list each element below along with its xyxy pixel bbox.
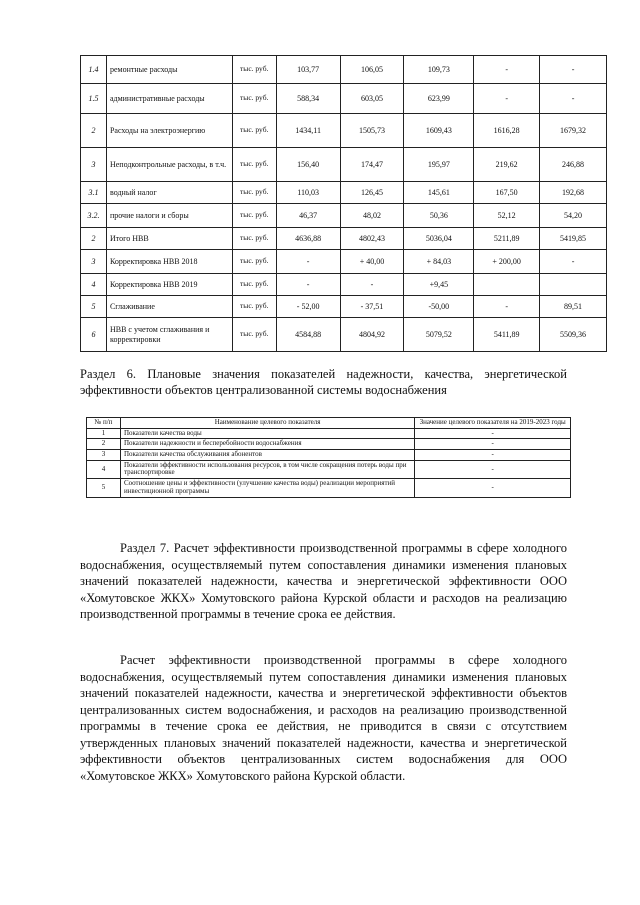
table-row [81, 228, 607, 250]
value-cell: 48,02 [340, 204, 404, 228]
value-cell: 1434,11 [276, 114, 340, 148]
row-number: 5 [87, 479, 121, 497]
section6-heading: Раздел 6. Плановые значения показателей надежности, качества, энергетической эффективности объектов централизованной системы водоснабжения [80, 367, 567, 397]
table-row [81, 274, 607, 296]
value-cell: + 40,00 [340, 250, 404, 274]
costs-table [80, 55, 607, 352]
value-cell: 110,03 [276, 182, 340, 204]
value-cell: 195,97 [404, 148, 474, 182]
value-cell: 588,34 [276, 84, 340, 114]
row-number: 1.4 [81, 56, 107, 84]
value-cell: 5036,04 [404, 228, 474, 250]
value-cell [474, 274, 540, 296]
value-cell: 603,05 [340, 84, 404, 114]
table-row [81, 148, 607, 182]
row-number: 4 [87, 460, 121, 478]
value-cell: 174,47 [340, 148, 404, 182]
value-cell: - [276, 250, 340, 274]
row-name: водный налог [106, 182, 232, 204]
row-name: Корректировка НВВ 2019 [106, 274, 232, 296]
value-cell: 1616,28 [474, 114, 540, 148]
value-cell: 1679,32 [540, 114, 607, 148]
row-unit: тыс. руб. [232, 56, 276, 84]
value-cell: 1609,43 [404, 114, 474, 148]
row-number: 3 [81, 148, 107, 182]
row-name: Итого НВВ [106, 228, 232, 250]
value-cell: 5079,52 [404, 318, 474, 352]
table-row [81, 318, 607, 352]
value-cell: 5211,89 [474, 228, 540, 250]
table-row [87, 439, 571, 450]
value-cell: + 200,00 [474, 250, 540, 274]
value-cell: 106,05 [340, 56, 404, 84]
value-cell [540, 274, 607, 296]
value-cell: +9,45 [404, 274, 474, 296]
value-cell: 52,12 [474, 204, 540, 228]
row-value: - [415, 479, 571, 497]
row-number: 6 [81, 318, 107, 352]
value-cell: 156,40 [276, 148, 340, 182]
row-number: 3 [87, 450, 121, 461]
value-cell: 623,99 [404, 84, 474, 114]
row-name: административные расходы [106, 84, 232, 114]
row-number: 1.5 [81, 84, 107, 114]
row-number: 1 [87, 428, 121, 439]
value-cell: 192,68 [540, 182, 607, 204]
value-cell: 50,36 [404, 204, 474, 228]
row-name: Показатели качества обслуживания абонентов [120, 450, 414, 461]
value-cell: - [474, 84, 540, 114]
value-cell: 46,37 [276, 204, 340, 228]
table-row [81, 296, 607, 318]
section7-paragraph: Раздел 7. Расчет эффективности производственной программы в сфере холодного водоснабжения, осуществляемый путем сопоставления динамики изменения плановых значений показателей надежности, качества и энергетической эффективности ООО «Хомутовское ЖКХ» Хомутовского района Курской области и расходов на реализацию производственной программы в течение срока ее действия. [80, 541, 567, 621]
value-cell: - [540, 84, 607, 114]
row-unit: тыс. руб. [232, 296, 276, 318]
value-cell: 103,77 [276, 56, 340, 84]
row-number: 2 [81, 114, 107, 148]
row-number: 3 [81, 250, 107, 274]
table-row [81, 250, 607, 274]
row-value: - [415, 450, 571, 461]
row-name: Показатели эффективности использования ресурсов, в том числе сокращения потерь воды при транспортировке [120, 460, 414, 478]
row-name: Соотношение цены и эффективности (улучшение качества воды) реализации мероприятий инвестиционной программы [120, 479, 414, 497]
value-cell: 89,51 [540, 296, 607, 318]
row-name: Показатели качества воды [120, 428, 414, 439]
value-cell: 4802,43 [340, 228, 404, 250]
row-value: - [415, 460, 571, 478]
value-cell: - 52,00 [276, 296, 340, 318]
value-cell: 1505,73 [340, 114, 404, 148]
table-row [87, 450, 571, 461]
table-row [81, 204, 607, 228]
value-cell: 167,50 [474, 182, 540, 204]
row-number: 2 [81, 228, 107, 250]
row-number: 4 [81, 274, 107, 296]
row-name: ремонтные расходы [106, 56, 232, 84]
row-name: НВВ с учетом сглаживания и корректировки [106, 318, 232, 352]
table-row [87, 460, 571, 478]
value-cell: - [540, 250, 607, 274]
row-name: Неподконтрольные расходы, в т.ч. [106, 148, 232, 182]
row-number: 3.2. [81, 204, 107, 228]
row-name: Расходы на электроэнергию [106, 114, 232, 148]
row-unit: тыс. руб. [232, 148, 276, 182]
row-unit: тыс. руб. [232, 250, 276, 274]
row-name: прочие налоги и сборы [106, 204, 232, 228]
value-cell: + 84,03 [404, 250, 474, 274]
targets-table [86, 417, 571, 498]
value-cell: 5509,36 [540, 318, 607, 352]
row-number: 2 [87, 439, 121, 450]
row-unit: тыс. руб. [232, 318, 276, 352]
row-number: 5 [81, 296, 107, 318]
value-cell: - [276, 274, 340, 296]
value-cell: 4804,92 [340, 318, 404, 352]
value-cell: - [340, 274, 404, 296]
header-name: Наименование целевого показателя [120, 418, 414, 429]
row-number: 3.1 [81, 182, 107, 204]
value-cell: 4584,88 [276, 318, 340, 352]
row-name: Корректировка НВВ 2018 [106, 250, 232, 274]
value-cell: - [474, 56, 540, 84]
row-name: Сглаживание [106, 296, 232, 318]
table-row [81, 56, 607, 84]
table-row [81, 84, 607, 114]
value-cell: 5419,85 [540, 228, 607, 250]
row-unit: тыс. руб. [232, 274, 276, 296]
value-cell: - [474, 296, 540, 318]
row-unit: тыс. руб. [232, 228, 276, 250]
value-cell: 54,20 [540, 204, 607, 228]
value-cell: - 37,51 [340, 296, 404, 318]
value-cell: 219,62 [474, 148, 540, 182]
row-unit: тыс. руб. [232, 114, 276, 148]
row-value: - [415, 439, 571, 450]
header-value: Значение целевого показателя на 2019-2023 годы [415, 418, 571, 429]
value-cell: -50,00 [404, 296, 474, 318]
value-cell: 4636,88 [276, 228, 340, 250]
value-cell: 5411,89 [474, 318, 540, 352]
row-unit: тыс. руб. [232, 204, 276, 228]
conclusion-paragraph: Расчет эффективности производственной программы в сфере холодного водоснабжения, осуществляемый путем сопоставления динамики изменения плановых значений показателей надежности, качества и энергетической эффективности объектов централизованных систем водоснабжения, и расходов на реализацию производственной программы в течение срока ее действия, не приводится в связи с отсутствием утвержденных плановых значений показателей надежности, качества и энергетической эффективности объектов централизованных систем водоснабжения для ООО «Хомутовское ЖКХ» Хомутовского района Курской области. [80, 653, 567, 783]
value-cell: 109,73 [404, 56, 474, 84]
row-name: Показатели надежности и бесперебойности водоснабжения [120, 439, 414, 450]
value-cell: - [540, 56, 607, 84]
row-unit: тыс. руб. [232, 84, 276, 114]
table-row [81, 182, 607, 204]
row-value: - [415, 428, 571, 439]
value-cell: 246,88 [540, 148, 607, 182]
table-header-row [87, 418, 571, 429]
table-row [87, 428, 571, 439]
table-row [87, 479, 571, 497]
row-unit: тыс. руб. [232, 182, 276, 204]
value-cell: 145,61 [404, 182, 474, 204]
header-num: № п/п [87, 418, 121, 429]
value-cell: 126,45 [340, 182, 404, 204]
table-row [81, 114, 607, 148]
